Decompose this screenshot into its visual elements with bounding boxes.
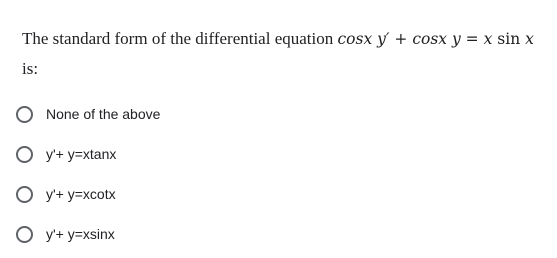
option-xsinx[interactable] <box>16 214 160 254</box>
option-xcotx[interactable] <box>16 174 160 214</box>
radio-button-icon[interactable] <box>16 186 33 203</box>
radio-button-icon[interactable] <box>16 226 33 243</box>
option-none-of-the-above[interactable] <box>16 94 160 134</box>
question-text <box>22 24 547 84</box>
option-label: y'+ y=xcotx <box>46 186 116 202</box>
option-xtanx[interactable] <box>16 134 160 174</box>
answer-options <box>16 94 160 254</box>
equation: cosx y′ + cosx y = x sin x <box>337 30 534 48</box>
option-label: None of the above <box>46 106 161 122</box>
question-prompt: The standard form of the differential equation <box>22 29 334 48</box>
option-label: y'+ y=xtanx <box>46 146 117 162</box>
option-label: y'+ y=xsinx <box>46 226 115 242</box>
radio-button-icon[interactable] <box>16 146 33 163</box>
question-suffix: is: <box>22 59 39 78</box>
radio-button-icon[interactable] <box>16 106 33 123</box>
